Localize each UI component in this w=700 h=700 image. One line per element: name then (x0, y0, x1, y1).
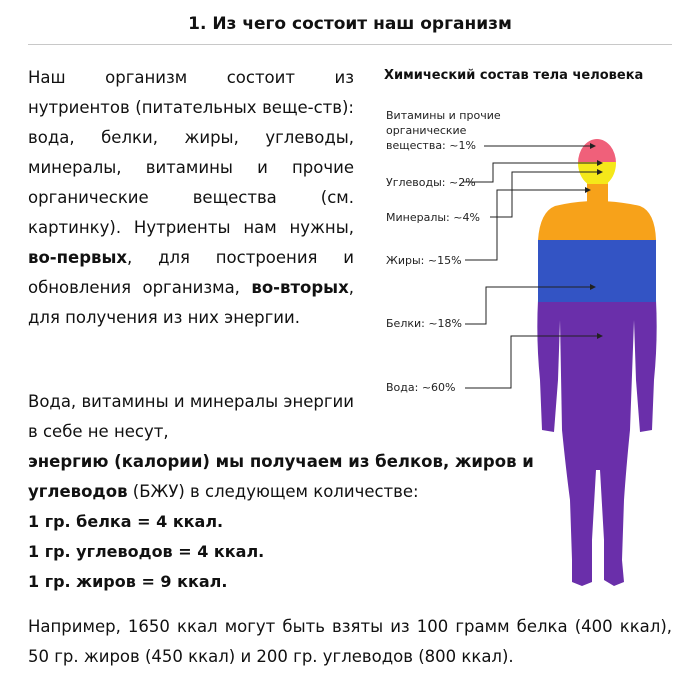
band-water-proteins (520, 302, 680, 602)
energy-tail-text: (БЖУ) в следующем количестве: (127, 482, 419, 501)
body-silhouette (520, 136, 680, 602)
label-carbs: Углеводы: ~2% (386, 176, 476, 189)
energy-plain-text: Вода, витамины и минералы энергии в себе не несут, (28, 392, 354, 441)
intro-text-3: , для получения из них энергии. (28, 278, 354, 327)
label-vitamins-1: Витамины и прочие (386, 109, 501, 122)
calorie-fact-protein: 1 гр. белка = 4 ккал. (28, 512, 224, 531)
label-vitamins-3: вещества: ~1% (386, 139, 476, 152)
intro-text-2: , для построения и обновления организма, (28, 248, 354, 297)
label-water: Вода: ~60% (386, 381, 456, 394)
band-fats (520, 240, 680, 302)
label-proteins: Белки: ~18% (386, 317, 463, 330)
figure-title: Химический состав тела человека (384, 68, 644, 83)
example-paragraph: Например, 1650 ккал могут быть взяты из 100 грамм белка (400 ккал), 50 гр. жиров (450 ккал) и 200 гр. углеводов (800 ккал). (28, 617, 672, 666)
intro-bold-2: во-вторых (251, 278, 349, 297)
energy-bold-text: энергию (калории) мы получаем из белков, жиров и углеводов (28, 452, 534, 501)
calorie-fact-fats: 1 гр. жиров = 9 ккал. (28, 572, 228, 591)
label-vitamins-2: органические (386, 124, 467, 137)
label-minerals: Минералы: ~4% (386, 211, 480, 224)
page-title: 1. Из чего состоит наш организм (188, 14, 512, 34)
intro-bold-1: во-первых (28, 248, 128, 267)
label-fats: Жиры: ~15% (386, 254, 462, 267)
band-minerals (520, 184, 680, 240)
intro-text-1: Наш организм состоит из нутриентов (питательных веще-ств): вода, белки, жиры, углеводы, минералы, витамины и прочие органические вещества (см. картинку). Нутриенты нам нужны, (28, 68, 354, 237)
calorie-fact-carbs: 1 гр. углеводов = 4 ккал. (28, 542, 265, 561)
band-vitamins-upper (520, 148, 680, 162)
